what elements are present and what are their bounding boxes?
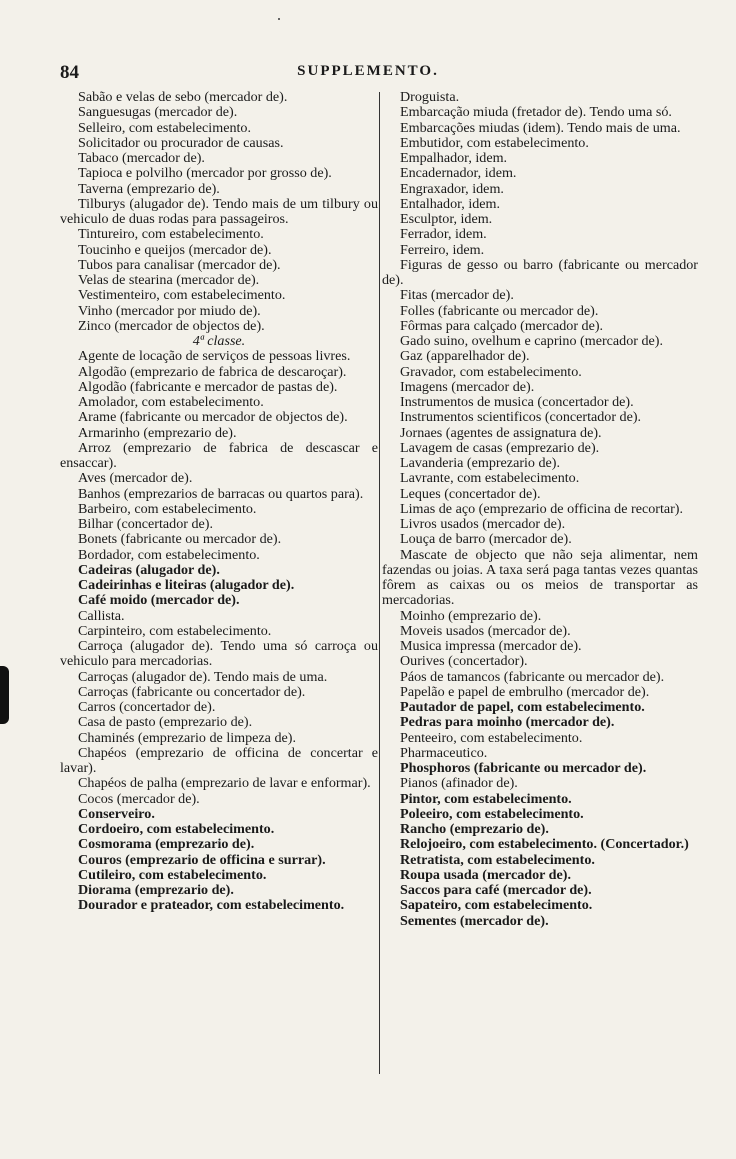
list-entry: Tintureiro, com estabelecimento. (78, 226, 264, 243)
page-number: 84 (60, 62, 79, 83)
list-entry: Tabaco (mercador de). (78, 150, 205, 166)
list-entry: Entalhador, idem. (400, 195, 501, 212)
list-entry: Cocos (mercador de). (78, 790, 200, 807)
list-entry: Moinho (emprezario de). (400, 607, 542, 624)
list-entry: Ourives (concertador). (400, 653, 528, 670)
list-entry: Conserveiro. (78, 805, 155, 822)
list-entry: Jornaes (agentes de assignatura de). (400, 424, 602, 441)
list-entry: Instrumentos de musica (concertador de). (400, 394, 634, 410)
list-entry: Cadeiras (alugador de). (78, 561, 220, 578)
list-entry: Aves (mercador de). (78, 470, 193, 487)
list-entry: Sementes (mercador de). (400, 912, 549, 929)
list-entry: Mascate de objecto que não seja alimentar, nem fazendas ou joias. A taxa será paga tantas vezes quantas fôrem as caixas ou os meios de transportar as mercadorias. (382, 546, 698, 609)
list-entry: Penteeiro, com estabelecimento. (400, 729, 583, 746)
list-entry: Pianos (afinador de). (400, 775, 518, 792)
list-entry: Arame (fabricante ou mercador de objectos de). (78, 409, 348, 426)
list-entry: Musica impressa (mercador de). (400, 638, 582, 654)
list-entry: Algodão (fabricante e mercador de pastas de). (78, 378, 338, 395)
list-entry: Armarinho (emprezario de). (78, 424, 237, 441)
list-entry: Figuras de gesso ou barro (fabricante ou mercador de). (382, 256, 698, 288)
list-entry: Relojoeiro, com estabelecimento. (Concertador.) (400, 836, 689, 853)
list-entry: Sanguesugas (mercador de). (78, 104, 238, 121)
list-entry: Gado suino, ovelhum e caprino (mercador de). (400, 333, 663, 349)
list-entry: Pautador de papel, com estabelecimento. (400, 699, 645, 715)
list-entry: Instrumentos scientificos (concertador de). (400, 409, 642, 426)
list-entry: Pintor, com estabelecimento. (400, 790, 572, 807)
list-entry: Carroças (alugador de). Tendo mais de uma. (78, 668, 328, 685)
list-entry: Livros usados (mercador de). (400, 516, 566, 532)
list-entry: Vestimenteiro, com estabelecimento. (78, 287, 286, 304)
list-entry: Velas de stearina (mercador de). (78, 272, 260, 288)
list-entry: Banhos (emprezarios de barracas ou quartos para). (78, 485, 364, 502)
list-entry: Toucinho e queijos (mercador de). (78, 241, 272, 258)
list-entry: Cadeirinhas e liteiras (alugador de). (78, 577, 295, 593)
column-divider (379, 92, 380, 1074)
list-entry: Tilburys (alugador de). Tendo mais de um tilbury ou vehiculo de duas rodas para passageiros. (60, 195, 378, 227)
list-entry: Papelão e papel de embrulho (mercador de). (400, 683, 650, 700)
list-entry: Bordador, com estabelecimento. (78, 546, 260, 563)
list-entry: Carpinteiro, com estabelecimento. (78, 622, 272, 639)
list-entry: Fôrmas para calçado (mercador de). (400, 317, 604, 334)
running-head: SUPPLEMENTO. (297, 63, 439, 79)
list-entry: Vinho (mercador por miudo de). (78, 302, 261, 319)
left-entries-after-heading (60, 349, 378, 913)
list-entry: Pharmaceutico. (400, 744, 488, 761)
list-entry: Ferrador, idem. (400, 226, 487, 243)
list-entry: Roupa usada (mercador de). (400, 866, 571, 883)
list-entry: Phosphoros (fabricante ou mercador de). (400, 760, 647, 776)
list-entry: Embarcações miudas (idem). Tendo mais de uma. (400, 119, 681, 136)
list-entry: Tapioca e polvilho (mercador por grosso de). (78, 165, 332, 182)
list-entry: Fitas (mercador de). (400, 287, 514, 304)
list-entry: Droguista. (400, 89, 460, 105)
list-entry: Selleiro, com estabelecimento. (78, 119, 251, 136)
list-entry: Carros (concertador de). (78, 699, 216, 715)
list-entry: Imagens (mercador de). (400, 378, 535, 395)
right-column (382, 90, 698, 929)
list-entry: Tubos para canalisar (mercador de). (78, 256, 281, 273)
list-entry: Cosmorama (emprezario de). (78, 836, 255, 853)
list-entry: Embarcação miuda (fretador de). Tendo uma só. (400, 104, 672, 121)
list-entry: Saccos para café (mercador de). (400, 882, 592, 898)
list-entry: Páos de tamancos (fabricante ou mercador de). (400, 668, 665, 685)
list-entry: Gaz (apparelhador de). (400, 348, 530, 365)
list-entry: Carroças (fabricante ou concertador de). (78, 683, 306, 700)
list-entry: Engraxador, idem. (400, 180, 504, 197)
list-entry: Dourador e prateador, com estabelecimento. (78, 897, 345, 914)
list-entry: Folles (fabricante ou mercador de). (400, 302, 599, 319)
list-entry: Couros (emprezario de officina e surrar). (78, 851, 326, 868)
list-entry: Empalhador, idem. (400, 150, 508, 166)
list-entry: Encadernador, idem. (400, 165, 517, 182)
left-column (60, 90, 378, 914)
list-entry: Rancho (emprezario de). (400, 821, 549, 837)
list-entry: Embutidor, com estabelecimento. (400, 134, 589, 151)
list-entry: Bonets (fabricante ou mercador de). (78, 531, 282, 548)
list-entry: Amolador, com estabelecimento. (78, 394, 264, 410)
binding-mark (0, 666, 9, 724)
list-entry: Pedras para moinho (mercador de). (400, 714, 615, 731)
list-entry: Diorama (emprezario de). (78, 882, 234, 898)
list-entry: Bilhar (concertador de). (78, 516, 213, 532)
list-entry: Poleeiro, com estabelecimento. (400, 805, 584, 822)
list-entry: Carroça (alugador de). Tendo uma só carroça ou vehiculo para mercadorias. (60, 638, 378, 670)
list-entry: Café moido (mercador de). (78, 592, 240, 609)
list-entry: Chaminés (emprezario de limpeza de). (78, 729, 296, 746)
list-entry: Chapéos de palha (emprezario de lavar e enformar). (78, 775, 371, 792)
list-entry: Lavanderia (emprezario de). (400, 455, 561, 471)
list-entry: Barbeiro, com estabelecimento. (78, 500, 257, 517)
list-entry: Solicitador ou procurador de causas. (78, 134, 284, 151)
list-entry: Arroz (emprezario de fabrica de descascar e ensaccar). (60, 439, 378, 471)
list-entry: Lavrante, com estabelecimento. (400, 470, 580, 487)
list-entry: Sapateiro, com estabelecimento. (400, 897, 593, 914)
right-entries (382, 90, 698, 929)
list-entry: Callista. (78, 607, 125, 624)
list-entry: Moveis usados (mercador de). (400, 622, 571, 639)
list-entry: Sabão e velas de sebo (mercador de). (78, 89, 288, 105)
list-entry: Retratista, com estabelecimento. (400, 851, 595, 868)
list-entry: Agente de locação de serviços de pessoas livres. (78, 348, 351, 365)
list-entry: Louça de barro (mercador de). (400, 531, 572, 548)
list-entry: Lavagem de casas (emprezario de). (400, 439, 600, 456)
list-entry: Taverna (emprezario de). (78, 180, 220, 197)
list-entry: Zinco (mercador de objectos de). (78, 317, 265, 334)
list-entry: Cordoeiro, com estabelecimento. (78, 821, 275, 837)
list-entry: Esculptor, idem. (400, 211, 493, 227)
list-entry: Gravador, com estabelecimento. (400, 363, 582, 380)
left-entries-before-heading (60, 90, 378, 334)
list-entry: Cutileiro, com estabelecimento. (78, 866, 267, 883)
list-entry: Chapéos (emprezario de officina de concertar e lavar). (60, 744, 378, 776)
print-speck (278, 18, 280, 20)
list-entry: Leques (concertador de). (400, 485, 541, 502)
class-heading: 4ª classe. (192, 333, 246, 349)
list-entry: Limas de aço (emprezario de officina de recortar). (400, 500, 684, 517)
list-entry: Casa de pasto (emprezario de). (78, 714, 253, 731)
list-entry: Algodão (emprezario de fabrica de descaroçar). (78, 363, 347, 380)
list-entry: Ferreiro, idem. (400, 241, 485, 258)
